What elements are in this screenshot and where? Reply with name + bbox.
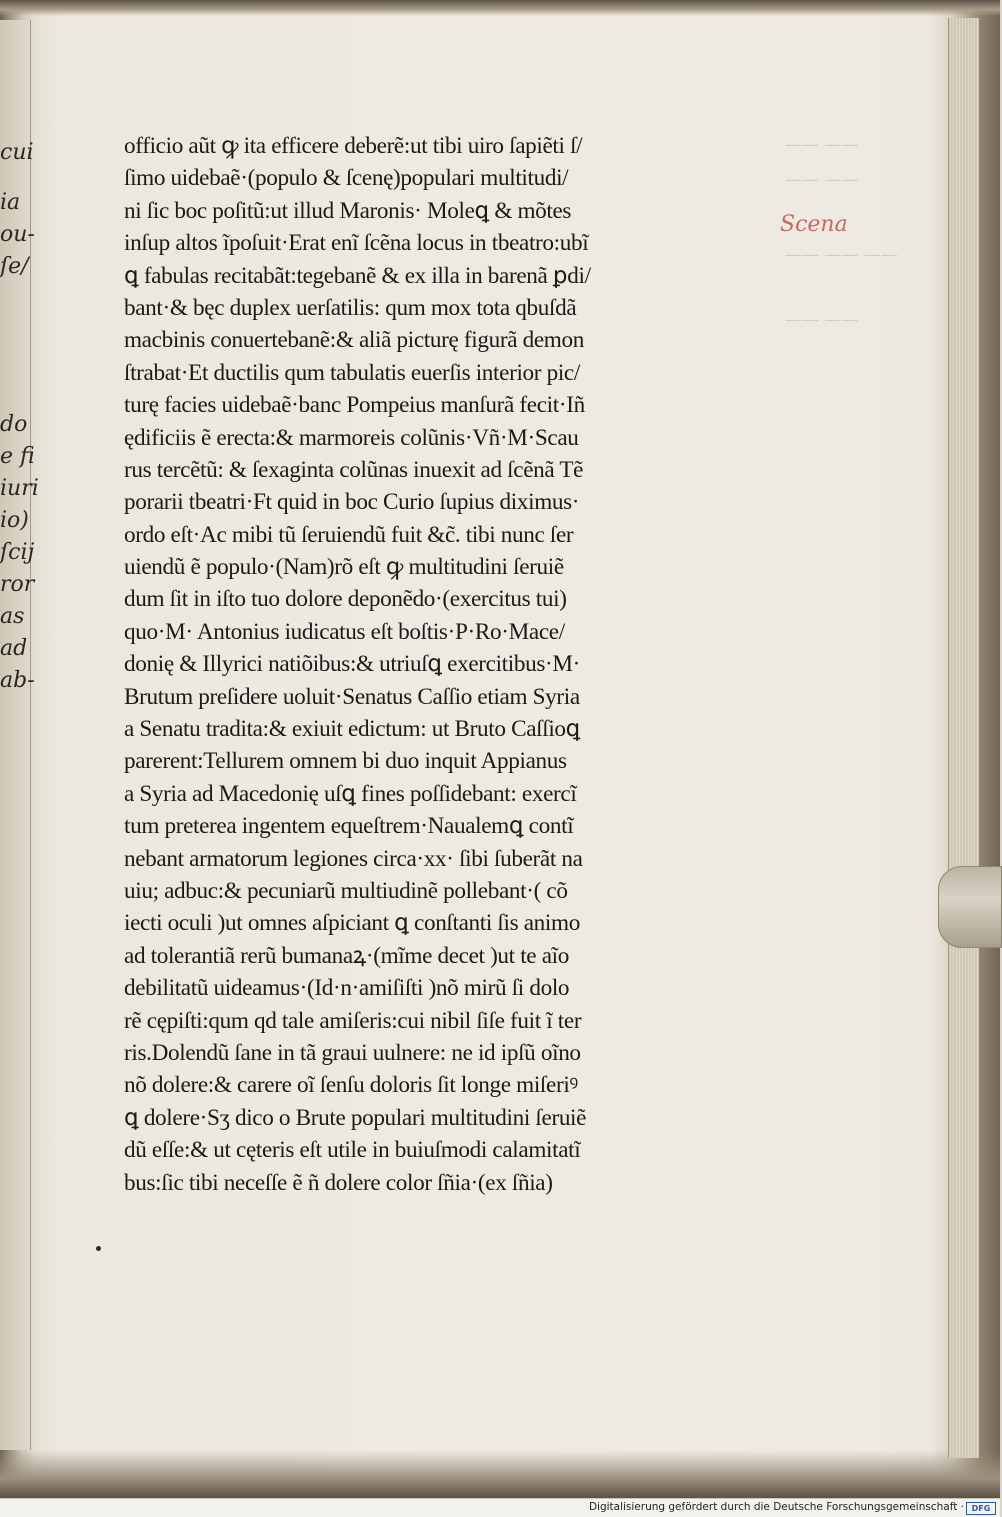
text-line: dum ſit in iſto tuo dolore deponẽdo·(exercitus tui)	[124, 586, 567, 613]
text-line: ꝗ fabulas recitabãt:tegebanẽ & ex illa in barenã ꝑdi/	[124, 262, 591, 289]
dfg-logo: DFG	[966, 1502, 996, 1515]
text-line: dũ eſſe:& ut cęteris eſt utile in buiuſmodi calamitatĩ	[124, 1137, 581, 1164]
previous-page-edge	[0, 20, 39, 1450]
text-line: bus:ſic tibi neceſſe ẽ ñ dolere color ſñia·(ex ſñia)	[124, 1169, 553, 1196]
prev-page-fragment: cui	[0, 140, 34, 165]
text-line: rus tercẽtũ: & ſexaginta colũnas inuexit ad ſcẽnã Tẽ	[124, 456, 584, 483]
text-line: ꝗ dolere·Sʒ dico o Brute populari multitudini ſeruiẽ	[124, 1104, 587, 1131]
text-line: a Senatu tradita:& exiuit edictum: ut Bruto Caſſioꝗ	[124, 716, 581, 743]
text-line: parerent:Tellurem omnem bi duo inquit Appianus	[124, 748, 567, 775]
book-top-edge	[0, 0, 1000, 16]
text-line: nõ dolere:& carere oĩ ſenſu doloris ſit longe miſeriꝰ	[124, 1072, 578, 1099]
text-line: uiu; adbuc:& pecuniarũ multiudinẽ pollebant·( cõ	[124, 877, 568, 904]
prev-page-fragment: ad	[0, 636, 28, 661]
text-line: debilitatũ uideamus·(Id·n·amiſiſti )nõ mirũ ſi dolo	[124, 975, 570, 1002]
show-through: —— ——	[785, 310, 859, 330]
text-line: donię & Illyrici natiõibus:& utriuſꝗ exercitibus·M·	[124, 651, 581, 678]
book-bottom-edge	[0, 1450, 1000, 1498]
page-fore-edge	[948, 18, 979, 1458]
prev-page-fragment: as	[0, 604, 25, 629]
text-line: macbinis conuertebanẽ:& aliã picturę figurã demon	[124, 327, 584, 354]
text-line: a Syria ad Macedonię uſꝗ fines poſſidebant: exercĩ	[124, 780, 577, 807]
main-text-block	[124, 130, 744, 1199]
prev-page-fragment: ſcij	[0, 540, 35, 565]
marginal-annotation: Scena	[780, 212, 848, 237]
footer-credit: Digitalisierung gefördert durch die Deutsche Forschungsgemeinschaft ·	[588, 1501, 964, 1513]
text-line: bant·& bęc duplex uerſatilis: qum mox tota qbuſdã	[124, 294, 577, 321]
text-line: ni ſic boc poſitũ:ut illud Maronis· Moleꝗ & mõtes	[124, 197, 572, 224]
text-line: quo·M· Antonius iudicatus eſt boſtis·P·Ro·Mace/	[124, 618, 565, 645]
text-line: porarii tbeatri·Ft quid in boc Curio ſupius diximus·	[124, 489, 580, 516]
text-line: nebant armatorum legiones circa·xx· ſibi ſuberãt na	[124, 845, 583, 872]
text-line: ędificiis ẽ erecta:& marmoreis colũnis·Vñ·M·Scau	[124, 424, 579, 451]
text-line: ſtrabat·Et ductilis qum tabulatis euerſis interior pic/	[124, 359, 580, 386]
prev-page-fragment: do	[0, 412, 28, 437]
prev-page-fragment: ror	[0, 572, 35, 597]
show-through: —— ——	[785, 135, 859, 155]
prev-page-fragment: io)	[0, 508, 29, 533]
show-through: —— —— ——	[785, 245, 898, 265]
text-line: rẽ cępiſti:qum qd tale amiſeris:cui nibil ſiſe fuit ĩ ter	[124, 1007, 582, 1034]
text-line: turę facies uidebaẽ·banc Pompeius manſurã fecit·Iñ	[124, 392, 585, 419]
text-line: Brutum preſidere uoluit·Senatus Caſſio etiam Syria	[124, 683, 580, 710]
text-line: iecti oculi )ut omnes aſpiciant ꝗ conſtanti ſis animo	[124, 910, 580, 937]
text-line: ſimo uidebaẽ·(populo & ſcenę)populari multitudi/	[124, 165, 569, 192]
text-line: officio aũt ꝙ ita efficere deberẽ:ut tibi uiro ſapiẽti ſ/	[124, 133, 583, 159]
prev-page-fragment: ou-	[0, 222, 35, 247]
prev-page-fragment: e fi	[0, 444, 35, 469]
prev-page-fragment: ſe/	[0, 254, 29, 279]
prev-page-fragment: ia	[0, 190, 21, 215]
text-line: tum preterea ingentem equeſtrem·Naualemꝗ contĩ	[124, 813, 574, 840]
footer-bar	[0, 1498, 1000, 1517]
text-line: uiendũ ẽ populo·(Nam)rõ eſt ꝙ multitudini ſeruiẽ	[124, 554, 564, 581]
text-line: ordo eſt·Ac mibi tũ ſeruiendũ fuit &c̃. tibi nunc ſer	[124, 521, 574, 548]
text-line: inſup altos ĩpoſuit·Erat enĩ ſcẽna locus in tbeatro:ubĩ	[124, 230, 589, 257]
text-line: ris.Dolendũ ſane in tã graui uulnere: ne id ipſũ oĩno	[124, 1039, 581, 1066]
ink-speck	[96, 1246, 101, 1251]
prev-page-fragment: iuri	[0, 476, 39, 501]
show-through: —— ——	[785, 170, 859, 190]
text-line: ad tolerantiã rerũ bumanaꝝ·(mĩme decet )ut te aĩo	[124, 942, 569, 969]
prev-page-fragment: ab-	[0, 668, 35, 693]
book-clasp	[938, 866, 1002, 948]
